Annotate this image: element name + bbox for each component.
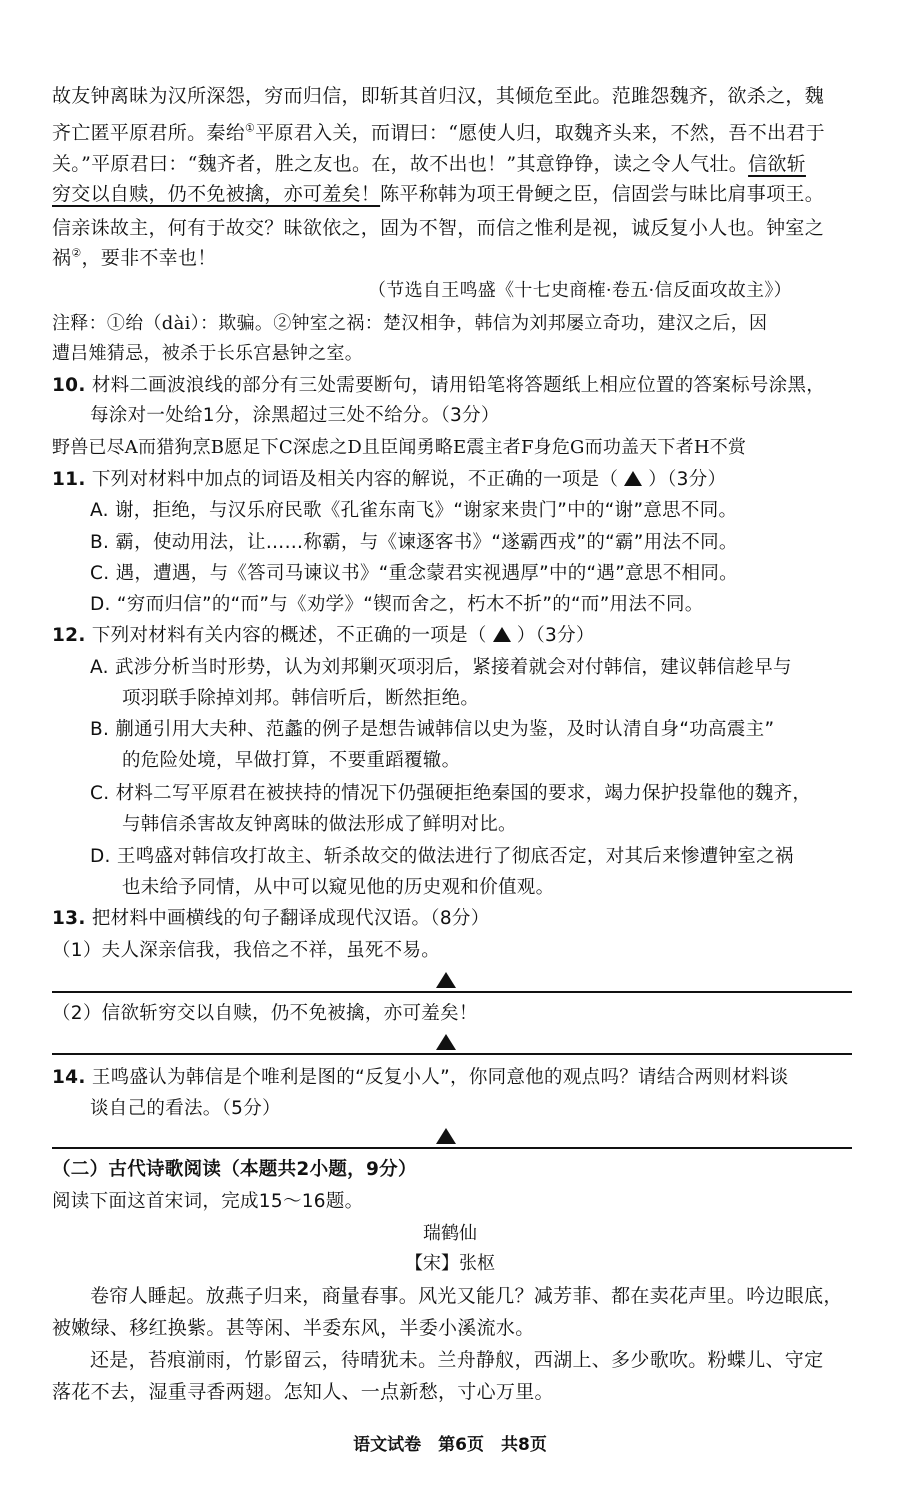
section-title: （二）古代诗歌阅读（本题共2小题，9分） bbox=[52, 1159, 417, 1180]
q12-option-d-line1: D. 王鸣盛对韩信攻打故主、斩杀故交的做法进行了彻底否定，对其后来惨遭钟室之祸 bbox=[90, 846, 794, 867]
q11-option-b: B. 霸，使动用法，让……称霸，与《谏逐客书》“遂霸西戎”的“霸”用法不同。 bbox=[90, 532, 738, 553]
passage-line-4: 穷交以自赎，仍不免被擒，亦可羞矣！陈平称韩为项王骨鲠之臣，信固尝与昧比肩事项王。 bbox=[52, 183, 825, 205]
passage-line-6: 祸②，要非不幸也！ bbox=[52, 246, 217, 269]
poem-author: 【宋】张枢 bbox=[405, 1253, 495, 1274]
q12-option-a-line1: A. 武涉分析当时形势，认为刘邦剿灭项羽后，紧接着就会对付韩信，建议韩信趁早与 bbox=[90, 657, 792, 678]
q11-stem: 11. 下列对材料中加点的词语及相关内容的解说，不正确的一项是（ ）（3分） bbox=[52, 469, 727, 490]
poem-line-2: 被嫩绿、移红换紫。甚等闲、半委东风，半委小溪流水。 bbox=[52, 1317, 535, 1339]
answer-triangle-icon bbox=[436, 1034, 456, 1050]
underlined-sentence-part1: 信欲斩 bbox=[748, 153, 806, 175]
q10-sentence: 野兽已尽A而猎狗烹B愿足下C深虑之D且臣闻勇略E震主者F身危G而功盖天下者H不赏 bbox=[52, 437, 747, 458]
answer-triangle-icon bbox=[624, 471, 642, 486]
q11-option-c: C. 遇，遭遇，与《答司马谏议书》“重念蒙君实视遇厚”中的“遇”意思不相同。 bbox=[90, 563, 738, 584]
poem-line-1: 卷帘人睡起。放燕子归来，商量春事。风光又能几？减芳菲、都在卖花声里。吟边眼底， bbox=[90, 1285, 843, 1307]
passage-line-3: 关。”平原君曰：“魏齐者，胜之友也。在，故不出也！”其意铮铮，读之令人气壮。信欲斩 bbox=[52, 153, 806, 175]
page-footer: 语文试卷 第6页 共8页 bbox=[353, 1435, 547, 1455]
q12-option-a-line2: 项羽联手除掉刘邦。韩信听后，断然拒绝。 bbox=[122, 688, 480, 709]
q12-option-b-line1: B. 蒯通引用大夫种、范蠡的例子是想告诫韩信以史为鉴，及时认清自身“功高震主” bbox=[90, 719, 775, 740]
q11-option-d: D. “穷而归信”的“而”与《劝学》“锲而舍之，朽木不折”的“而”用法不同。 bbox=[90, 594, 704, 615]
q12-option-d-line2: 也未给予同情，从中可以窥见他的历史观和价值观。 bbox=[122, 877, 555, 898]
passage-line-2: 齐亡匿平原君所。秦绐①平原君入关，而谓曰：“愿使人归，取魏齐头来，不然，吾不出君于 bbox=[52, 121, 825, 144]
annotation-line-2: 遭吕雉猜忌，被杀于长乐宫悬钟之室。 bbox=[52, 343, 364, 364]
section-intro: 阅读下面这首宋词，完成15～16题。 bbox=[52, 1191, 364, 1212]
answer-line-2 bbox=[52, 1053, 852, 1055]
q12-option-c-line1: C. 材料二写平原君在被挟持的情况下仍强硬拒绝秦国的要求，竭力保护投靠他的魏齐， bbox=[90, 783, 812, 804]
answer-line-1 bbox=[52, 991, 852, 993]
q11-option-a: A. 谢，拒绝，与汉乐府民歌《孔雀东南飞》“谢家来贵门”中的“谢”意思不同。 bbox=[90, 500, 738, 521]
answer-triangle-icon bbox=[493, 627, 511, 642]
q12-option-c-line2: 与韩信杀害故友钟离昧的做法形成了鲜明对比。 bbox=[122, 814, 517, 835]
passage-line-1: 故友钟离昧为汉所深怨，穷而归信，即斩其首归汉，其倾危至此。范雎怨魏齐，欲杀之，魏 bbox=[52, 85, 825, 107]
poem-title: 瑞鹤仙 bbox=[423, 1223, 477, 1244]
note-mark-1: ① bbox=[245, 121, 256, 135]
q14-line-2: 谈自己的看法。（5分） bbox=[90, 1098, 281, 1119]
underlined-sentence-part2: 穷交以自赎，仍不免被擒，亦可羞矣！ bbox=[52, 183, 381, 205]
passage-line-5: 信亲诛故主，何有于故交？昧欲依之，固为不智，而信之惟利是视，诚反复小人也。钟室之 bbox=[52, 217, 825, 239]
q14-line-1: 14. 王鸣盛认为韩信是个唯利是图的“反复小人”，你同意他的观点吗？请结合两则材料谈 bbox=[52, 1067, 789, 1088]
q10-line-2: 每涂对一处给1分，涂黑超过三处不给分。（3分） bbox=[90, 405, 500, 426]
annotation-line-1: 注释：①绐（dài）：欺骗。②钟室之祸：楚汉相争，韩信为刘邦屡立奇功，建汉之后，因 bbox=[52, 313, 768, 334]
answer-line-3 bbox=[52, 1147, 852, 1149]
poem-line-3: 还是，苔痕湔雨，竹影留云，待晴犹未。兰舟静舣，西湖上、多少歌吹。粉蝶儿、守定 bbox=[90, 1349, 824, 1371]
q12-option-b-line2: 的危险处境，早做打算，不要重蹈覆辙。 bbox=[122, 750, 461, 771]
q13-stem: 13. 把材料中画横线的句子翻译成现代汉语。（8分） bbox=[52, 908, 490, 929]
source-citation: （节选自王鸣盛《十七史商榷·卷五·信反面攻故主》） bbox=[368, 280, 792, 301]
answer-triangle-icon bbox=[436, 1128, 456, 1144]
q13-sentence-1: （1）夫人深亲信我，我倍之不祥，虽死不易。 bbox=[52, 940, 441, 961]
answer-triangle-icon bbox=[436, 972, 456, 988]
note-mark-2: ② bbox=[71, 246, 82, 260]
q10-line-1: 10. 材料二画波浪线的部分有三处需要断句，请用铅笔将答题纸上相应位置的答案标号涂黑， bbox=[52, 375, 826, 396]
poem-line-4: 落花不去，湿重寻香两翅。怎知人、一点新愁，寸心万里。 bbox=[52, 1381, 554, 1403]
q12-stem: 12. 下列对材料有关内容的概述，不正确的一项是（ ）（3分） bbox=[52, 625, 595, 646]
q13-sentence-2: （2）信欲斩穷交以自赎，仍不免被擒，亦可羞矣！ bbox=[52, 1003, 478, 1024]
